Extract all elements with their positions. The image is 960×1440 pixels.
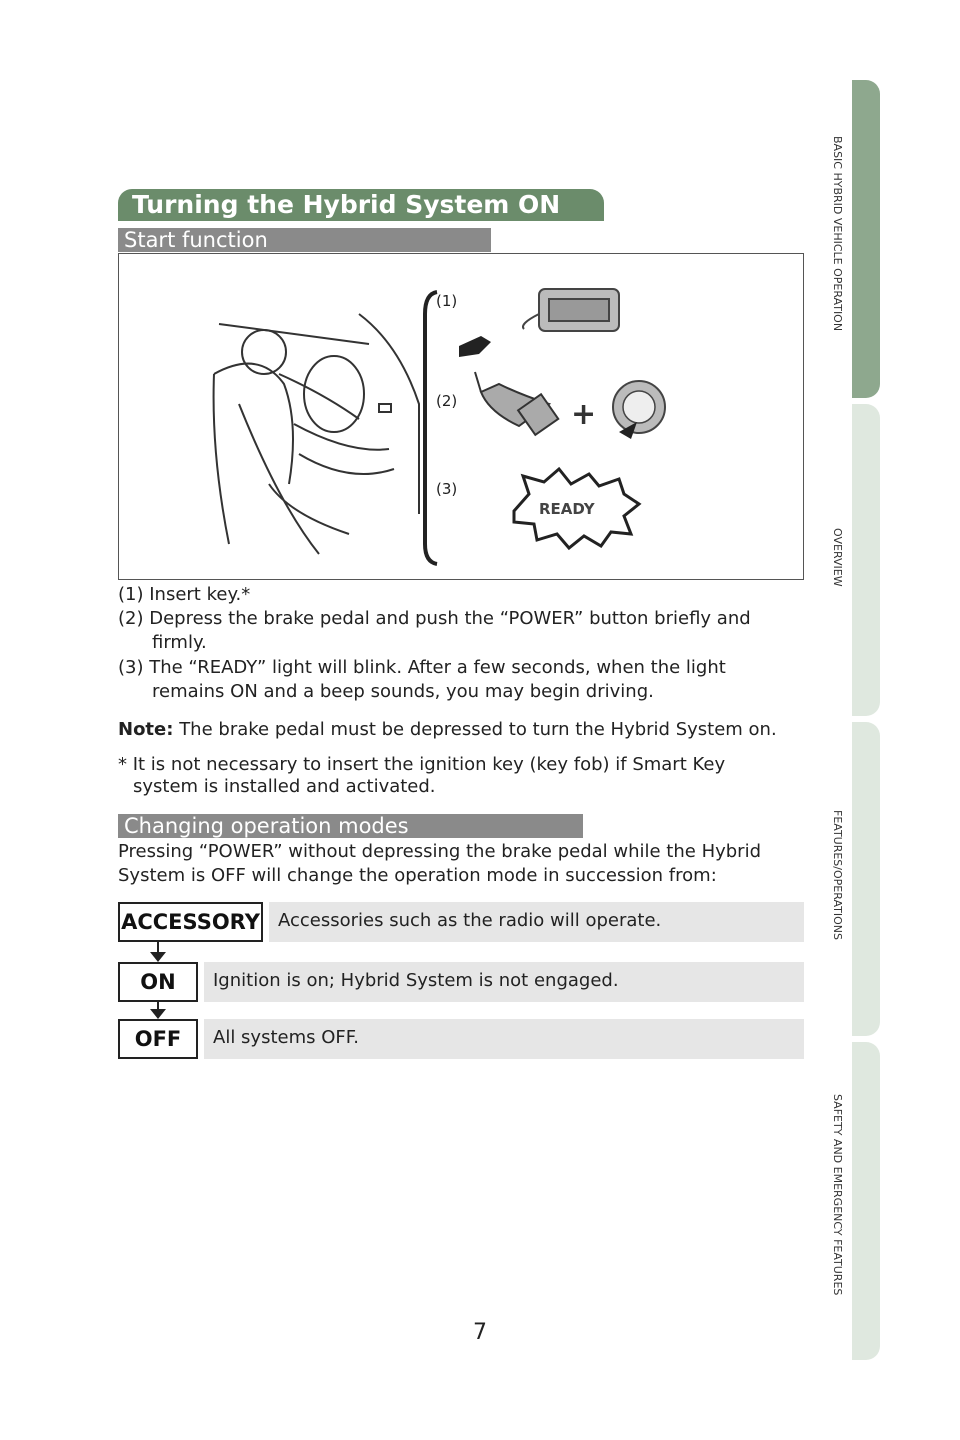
section-title: Turning the Hybrid System ON bbox=[118, 189, 604, 221]
steps-bracket bbox=[425, 292, 437, 564]
step-text-continued: firmly. bbox=[152, 632, 207, 653]
footnote-line-continued: system is installed and activated. bbox=[133, 776, 436, 797]
footnote bbox=[118, 754, 798, 798]
step-2 bbox=[118, 607, 798, 655]
step-1 bbox=[118, 583, 798, 607]
callout-2: (2) bbox=[436, 392, 458, 410]
step-number: (1) bbox=[118, 584, 144, 605]
side-tab-overview[interactable] bbox=[831, 404, 880, 716]
mode-on-label: ON bbox=[118, 962, 198, 1002]
key-slot-icon bbox=[523, 289, 619, 331]
footnote-line: * It is not necessary to insert the ignition key (key fob) if Smart Key bbox=[118, 754, 726, 775]
mode-arrow bbox=[157, 942, 159, 952]
side-tab-label: OVERVIEW bbox=[831, 528, 844, 587]
mode-off-label: OFF bbox=[118, 1019, 198, 1059]
driver-sketch bbox=[214, 314, 419, 554]
side-tab-label: SAFETY AND EMERGENCY FEATURES bbox=[831, 1094, 844, 1296]
hand-pointer-icon bbox=[459, 336, 491, 357]
mode-accessory-desc: Accessories such as the radio will operate. bbox=[269, 902, 804, 942]
plus-sign: + bbox=[571, 397, 597, 432]
step-text-continued: remains ON and a beep sounds, you may begin driving. bbox=[152, 681, 654, 702]
modes-intro-line: Pressing “POWER” without depressing the brake pedal while the Hybrid bbox=[118, 841, 762, 862]
callout-3: (3) bbox=[436, 480, 458, 498]
note-text: The brake pedal must be depressed to turn the Hybrid System on. bbox=[179, 719, 777, 740]
start-function-illustration bbox=[118, 253, 804, 580]
brake-pedal-icon bbox=[475, 372, 558, 435]
step-3 bbox=[118, 656, 798, 704]
step-text: Depress the brake pedal and push the “POWER” button briefly and bbox=[149, 608, 751, 629]
step-text: The “READY” light will blink. After a few seconds, when the light bbox=[149, 657, 726, 678]
power-button-icon bbox=[613, 381, 665, 439]
illustration-drawing bbox=[119, 254, 805, 581]
step-number: (3) bbox=[118, 657, 144, 678]
page-number: 7 bbox=[473, 1320, 487, 1345]
callout-1: (1) bbox=[436, 292, 458, 310]
note-label: Note: bbox=[118, 719, 174, 740]
step-number: (2) bbox=[118, 608, 144, 629]
side-tab-label: FEATURES/OPERATIONS bbox=[831, 810, 844, 940]
side-tab-basic-hybrid-operation[interactable] bbox=[831, 80, 880, 398]
modes-intro bbox=[118, 840, 798, 888]
mode-off-desc: All systems OFF. bbox=[204, 1019, 804, 1059]
ready-label: READY bbox=[539, 500, 595, 518]
side-tab-safety-emergency[interactable] bbox=[831, 1042, 880, 1360]
side-tab-label: BASIC HYBRID VEHICLE OPERATION bbox=[831, 136, 844, 332]
modes-intro-line: System is OFF will change the operation mode in succession from: bbox=[118, 865, 717, 886]
side-tab-features-operations[interactable] bbox=[831, 722, 880, 1036]
mode-on-desc: Ignition is on; Hybrid System is not engaged. bbox=[204, 962, 804, 1002]
note bbox=[118, 718, 798, 742]
subsection-operation-modes: Changing operation modes bbox=[118, 814, 583, 838]
arrow-down-icon bbox=[150, 1009, 166, 1019]
arrow-down-icon bbox=[150, 952, 166, 962]
mode-accessory-label: ACCESSORY bbox=[118, 902, 263, 942]
subsection-start-function: Start function bbox=[118, 228, 491, 252]
step-text: Insert key.* bbox=[149, 584, 251, 605]
